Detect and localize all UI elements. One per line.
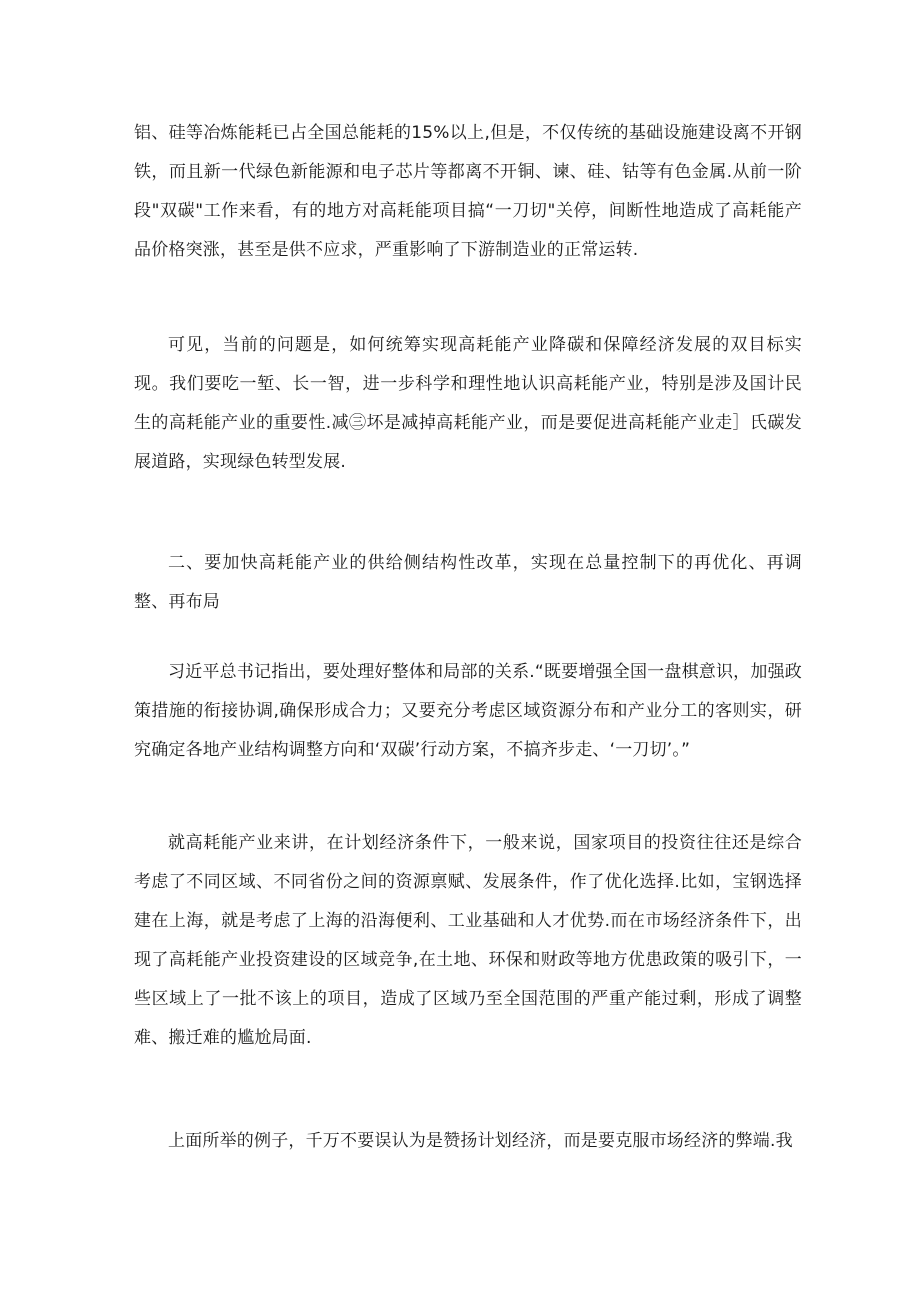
paragraph-example-note: 上面所举的例子，千万不要误认为是赞扬计划经济，而是要克服市场经济的弊端.我	[168, 1131, 793, 1151]
paragraph-quote: 习近平总书记指出，要处理好整体和局部的关系.“既要增强全国一盘棋意识，加强政策措施的衔接协调,确保形成合力；又要充分考虑区域资源分布和产业分工的客则实，研究确定各地产业结构调整方向和‘双碳’行动方案，不搞齐步走、‘一刀切’。”	[134, 662, 802, 760]
paragraph-current-problem: 可见，当前的问题是，如何统筹实现高耗能产业降碳和保障经济发展的双目标实现。我们要吃一堑、长一智，进一步科学和理性地认识高耗能产业，特别是涉及国计民生的高耗能产业的重要性.减㊂坏是减掉高耗能产业，而是要促进高耗能产业走］氏碳发展道路，实现绿色转型发展.	[134, 335, 802, 472]
paragraph-continued: 铝、硅等冶炼能耗已占全国总能耗的15%以上,但是，不仅传统的基础设施建设离不开钢铁，而且新一代绿色新能源和电子芯片等都离不开铜、谏、硅、钴等有色金属.从前一阶段"双碳"工作来看，有的地方对高耗能项目搞“一刀切"关停，间断性地造成了高耗能产品价格突涨，甚至是供不应求，严重影响了下游制造业的正常运转.	[134, 123, 802, 260]
paragraph-planned-economy: 就高耗能产业来讲，在计划经济条件下，一般来说，国家项目的投资往往还是综合考虑了不同区域、不同省份之间的资源禀赋、发展条件，作了优化选择.比如，宝钢选择建在上海，就是考虑了上海的沿海便利、工业基础和人才优势.而在市场经济条件下，出现了高耗能产业投资建设的区域竞争,在土地、环保和财政等地方优患政策的吸引下，一些区域上了一批不该上的项目，造成了区域乃至全国范围的严重产能过剩，形成了调整难、搬迁难的尴尬局面.	[134, 833, 802, 1048]
section-heading-supply-side-reform: 二、要加快高耗能产业的供给侧结构性改革，实现在总量控制下的再优化、再调整、再布局	[134, 553, 802, 612]
